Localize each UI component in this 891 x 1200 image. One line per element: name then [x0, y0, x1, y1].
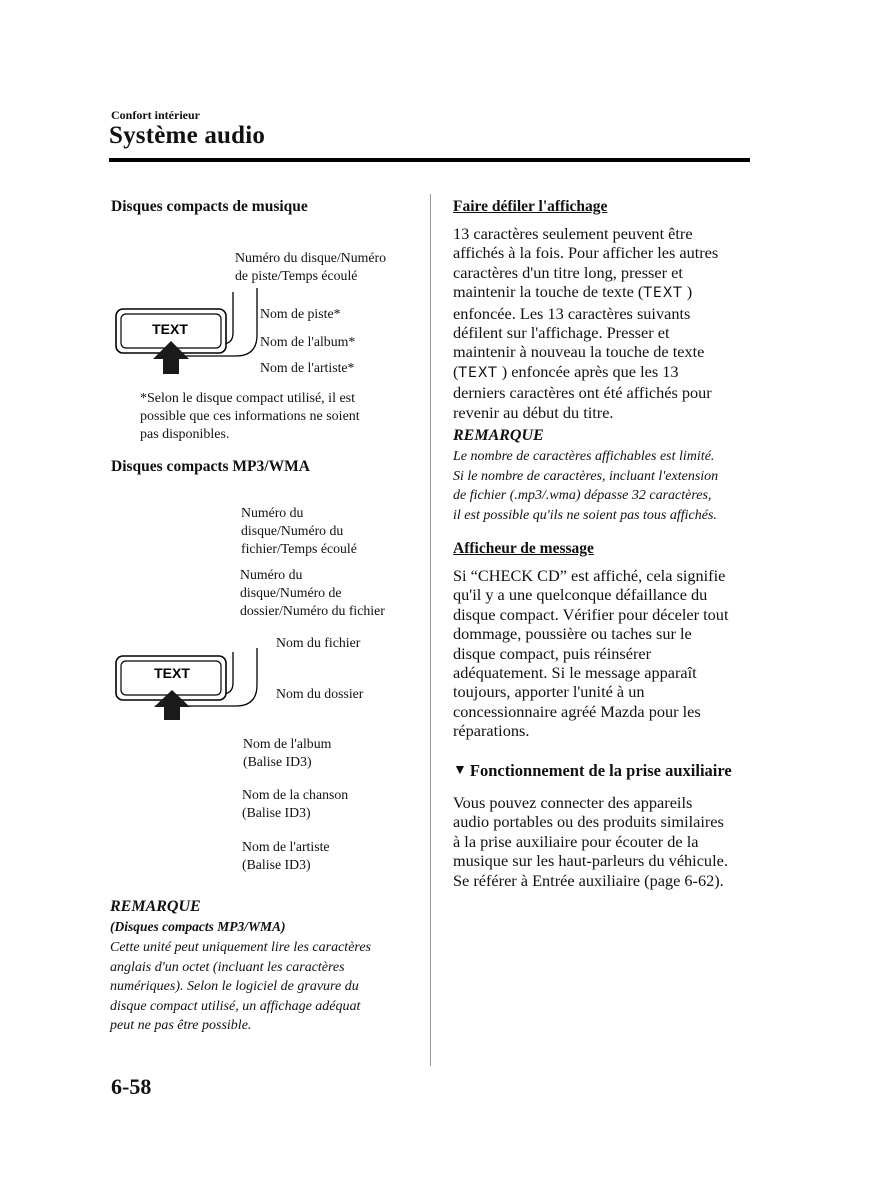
cd-button-text: TEXT [152, 321, 188, 337]
body-line: toujours, apporter l'unité à un [453, 682, 645, 702]
label-line: (Balise ID3) [243, 754, 312, 769]
text-span: maintenir la touche de texte ( [453, 282, 644, 302]
label-line: Numéro du [241, 505, 304, 520]
body-line: défilent sur l'affichage. Presser et [453, 323, 670, 343]
mp3-folder-name: Nom du dossier [276, 686, 364, 701]
body-line: musique sur les haut-parleurs du véhicule. [453, 851, 728, 871]
aux-heading-text: Fonctionnement de la prise auxiliaire [469, 761, 732, 780]
title-rule [109, 158, 750, 162]
body-line: dommage, poussière ou taches sur le [453, 624, 692, 644]
label-line: dossier/Numéro du fichier [240, 603, 385, 618]
page-number: 6-58 [111, 1074, 152, 1099]
cd-footnote [140, 390, 360, 444]
text-span: ) [682, 282, 693, 302]
label-line: fichier/Temps écoulé [241, 541, 357, 556]
body-line: derniers caractères ont été affichés pour [453, 383, 712, 403]
left-remarque-body [110, 938, 371, 1036]
body-line: enfoncée. Les 13 caractères suivants [453, 303, 691, 323]
label-line: Nom de la chanson [242, 787, 349, 802]
cd-item-track: Nom de piste* [260, 306, 341, 321]
mp3-file-name: Nom du fichier [276, 635, 361, 650]
mp3-label-file-number [241, 504, 357, 558]
message-body [453, 566, 728, 741]
body-line: maintenir à nouveau la touche de texte [453, 342, 705, 362]
cd-text-button-graphic [112, 248, 272, 388]
note-line: Cette unité peut uniquement lire les caractères [110, 940, 372, 955]
body-line: disque compact. Vérifier pour déceler tout [453, 604, 729, 624]
footnote-line: pas disponibles. [140, 427, 230, 442]
note-line: Le nombre de caractères affichables est limité. [453, 449, 715, 464]
page-title: Système audio [109, 122, 266, 149]
body-line [453, 282, 718, 303]
note-line: numériques). Selon le logiciel de gravure du [110, 979, 359, 994]
body-line: Si “CHECK CD” est affiché, cela signifie [453, 566, 726, 585]
note-line: Si le nombre de caractères, incluant l'extension [453, 468, 719, 484]
mp3-label-folder-number [240, 566, 385, 620]
cd-top-label-line1: Numéro du disque/Numéro [235, 250, 386, 265]
footnote-line: possible que ces informations ne soient [140, 409, 360, 424]
label-line: disque/Numéro du [241, 523, 344, 538]
body-line: revenir au début du titre. [453, 402, 614, 422]
message-heading: Afficheur de message [453, 540, 594, 557]
aux-body [453, 793, 728, 890]
body-line: 13 caractères seulement peuvent être [453, 224, 693, 243]
note-line: anglais d'un octet (incluant les caractères [110, 959, 345, 975]
mp3-text-button-graphic [112, 630, 272, 730]
text-key-label: TEXT [458, 364, 498, 381]
mp3-artist-label [242, 838, 330, 874]
label-line: Nom de l'album [243, 736, 332, 751]
right-remarque-title: REMARQUE [453, 427, 544, 444]
column-divider [430, 194, 431, 1066]
cd-music-heading: Disques compacts de musique [111, 198, 308, 215]
down-triangle-icon: ▼ [453, 763, 467, 778]
body-line: qu'il y a une quelconque défaillance du [453, 585, 708, 605]
text-span: ) enfoncée après que les 13 [497, 361, 679, 381]
body-line: Se référer à Entrée auxiliaire (page 6-62). [453, 870, 724, 890]
cd-diagram [112, 248, 412, 388]
left-remarque-subtitle: (Disques compacts MP3/WMA) [110, 919, 286, 934]
body-line: Vous pouvez connecter des appareils [453, 793, 693, 812]
cd-top-label-line2: de piste/Temps écoulé [235, 268, 358, 283]
note-line: il est possible qu'ils ne soient pas tous affichés. [453, 507, 717, 523]
footnote-line: *Selon le disque compact utilisé, il est [140, 391, 356, 406]
note-line: de fichier (.mp3/.wma) dépasse 32 caractères, [453, 488, 712, 503]
label-line: Nom de l'artiste [242, 839, 330, 854]
mp3-album-label [243, 735, 331, 771]
section-label: Confort intérieur [111, 108, 200, 122]
left-remarque-title: REMARQUE [110, 898, 201, 915]
cd-item-artist: Nom de l'artiste* [260, 360, 355, 375]
aux-heading [453, 761, 732, 781]
scroll-heading: Faire défiler l'affichage [453, 198, 608, 215]
label-line: disque/Numéro de [240, 585, 342, 600]
label-line: (Balise ID3) [242, 805, 311, 820]
note-line: peut ne pas être possible. [110, 1018, 252, 1033]
body-line: à la prise auxiliaire pour écouter de la [453, 831, 699, 851]
scroll-body [453, 224, 718, 422]
text-key-label: TEXT [643, 285, 683, 302]
cd-item-album: Nom de l'album* [260, 334, 356, 349]
body-line: caractères d'un titre long, presser et [453, 262, 683, 282]
body-line [453, 362, 718, 383]
body-line: disque compact, puis réinsérer [453, 643, 652, 663]
body-line: adéquatement. Si le message apparaît [453, 663, 697, 683]
text-span: ( [453, 361, 459, 381]
note-line: disque compact utilisé, un affichage adéquat [110, 998, 361, 1014]
label-line: Numéro du [240, 567, 303, 582]
body-line: affichés à la fois. Pour afficher les autres [453, 243, 719, 263]
mp3-song-label [242, 786, 348, 822]
body-line: audio portables ou des produits similaires [453, 812, 724, 832]
label-line: (Balise ID3) [242, 857, 311, 872]
body-line: réparations. [453, 721, 530, 741]
mp3-heading: Disques compacts MP3/WMA [111, 458, 310, 475]
right-remarque-body [453, 447, 718, 525]
body-line: concessionnaire agréé Mazda pour les [453, 701, 701, 721]
mp3-button-text: TEXT [154, 665, 190, 681]
